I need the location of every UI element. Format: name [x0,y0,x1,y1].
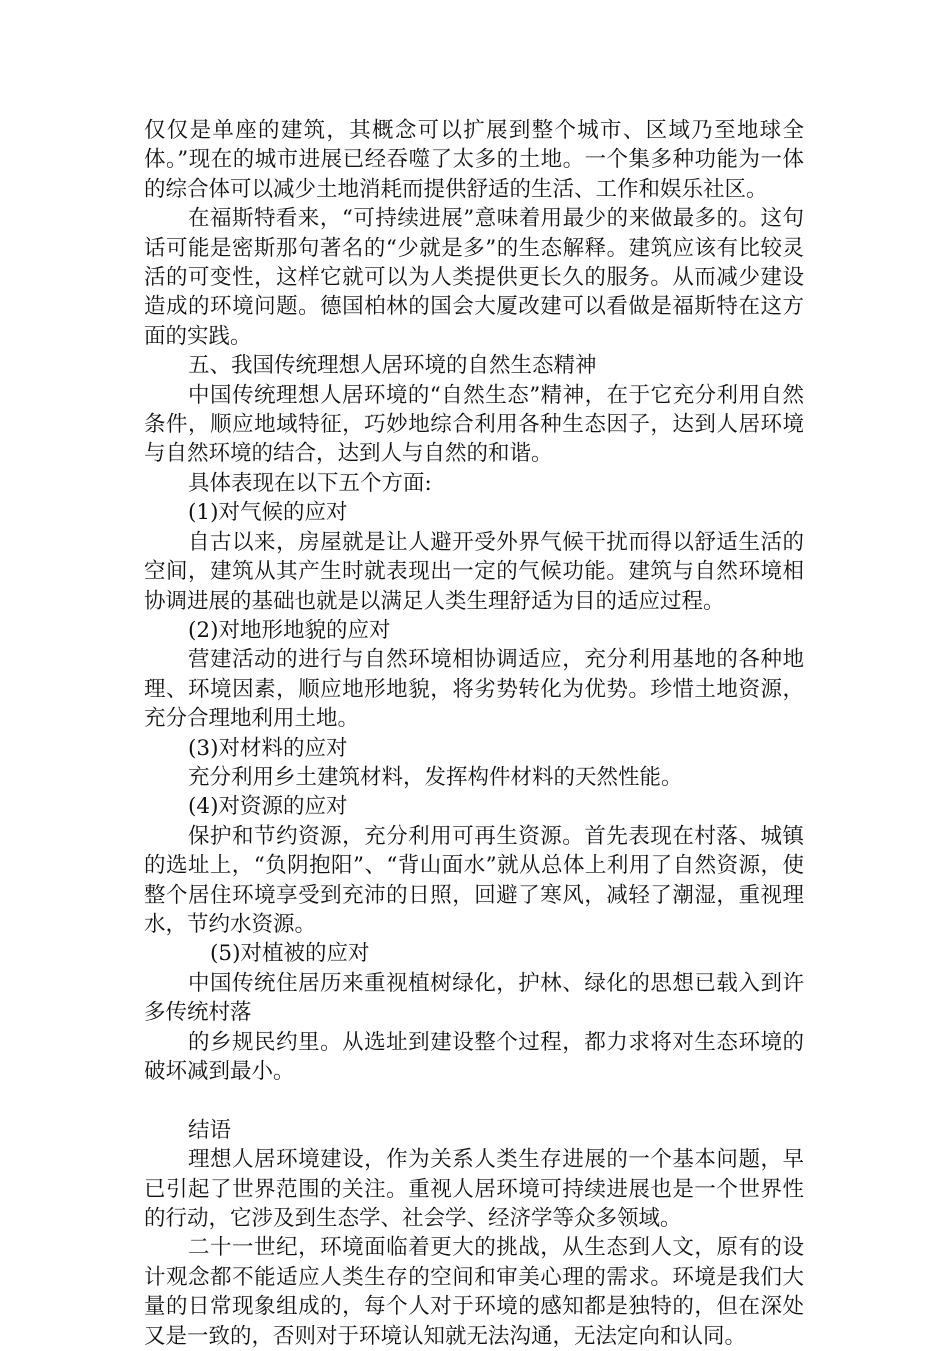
paragraph-conclusion-1: 理想人居环境建设，作为关系人类生存进展的一个基本问题，早已引起了世界范围的关注。重视人居环境可持续进展也是一个世界性的行动，它涉及到生态学、社会学、经济学等众多领域。 [144,1147,804,1232]
section-heading-conclusion: 结语 [188,1117,232,1143]
paragraph-terrain: 营建活动的进行与自然环境相协调适应，充分利用基地的各种地理、环境因素，顺应地形地貌，将劣势转化为优势。珍惜土地资源，充分合理地利用土地。 [144,647,804,732]
subheading-materials: (3)对材料的应对 [188,735,348,761]
subheading-resources: (4)对资源的应对 [188,794,348,820]
paragraph-resources: 保护和节约资源，充分利用可再生资源。首先表现在村落、城镇的选址上，“负阴抱阳”、“背山面水”就从总体上利用了自然资源，使整个居住环境享受到充沛的日照，回避了寒风，减轻了潮湿，重视理水，节约水资源。 [144,823,804,937]
paragraph-continuation: 仅仅是单座的建筑，其概念可以扩展到整个城市、区域乃至地球全体。”现在的城市进展已经吞噬了太多的土地。一个集多种功能为一体的综合体可以减少土地消耗而提供舒适的生活、工作和娱乐社区。 [144,118,804,202]
subheading-terrain: (2)对地形地貌的应对 [188,617,391,643]
paragraph-vegetation-part1: 中国传统住居历来重视植树绿化，护林、绿化的思想已载入到许多传统村落 [144,970,804,1026]
blank-line [144,1086,804,1115]
document-body [144,116,804,1351]
paragraph-foster-sustainability: 在福斯特看来，“可持续进展”意味着用最少的来做最多的。这句话可能是密斯那句著名的“少就是多”的生态解释。建筑应该有比较灵活的可变性，这样它就可以为人类提供更长久的服务。从而减少建设造成的环境问题。德国柏林的国会大厦改建可以看做是福斯特在这方面的实践。 [144,206,804,349]
paragraph-materials: 充分利用乡土建筑材料，发挥构件材料的天然性能。 [188,764,683,790]
paragraph-conclusion-2: 二十一世纪，环境面临着更大的挑战，从生态到人文，原有的设计观念都不能适应人类生存的空间和审美心理的需求。环境是我们大量的日常现象组成的，每个人对于环境的感知都是独特的，但在深处又是一致的，否则对于环境认知就无法沟通，无法定向和认同。 [144,1235,804,1349]
paragraph-five-aspects: 具体表现在以下五个方面: [188,470,432,496]
subheading-vegetation: (5)对植被的应对 [210,941,370,967]
paragraph-climate: 自古以来，房屋就是让人避开受外界气候干扰而得以舒适生活的空间，建筑从其产生时就表现出一定的气候功能。建筑与自然环境相协调进展的基础也就是以满足人类生理舒适为目的适应过程。 [144,529,804,614]
paragraph-natural-ecology: 中国传统理想人居环境的“自然生态”精神，在于它充分利用自然条件，顺应地域特征，巧妙地综合利用各种生态因子，达到人居环境与自然环境的结合，达到人与自然的和谐。 [144,382,804,467]
section-heading-five: 五、我国传统理想人居环境的自然生态精神 [188,353,597,379]
subheading-climate: (1)对气候的应对 [188,500,348,526]
paragraph-vegetation-part2: 的乡规民约里。从选址到建设整个过程，都力求将对生态环境的破坏减到最小。 [144,1029,804,1084]
